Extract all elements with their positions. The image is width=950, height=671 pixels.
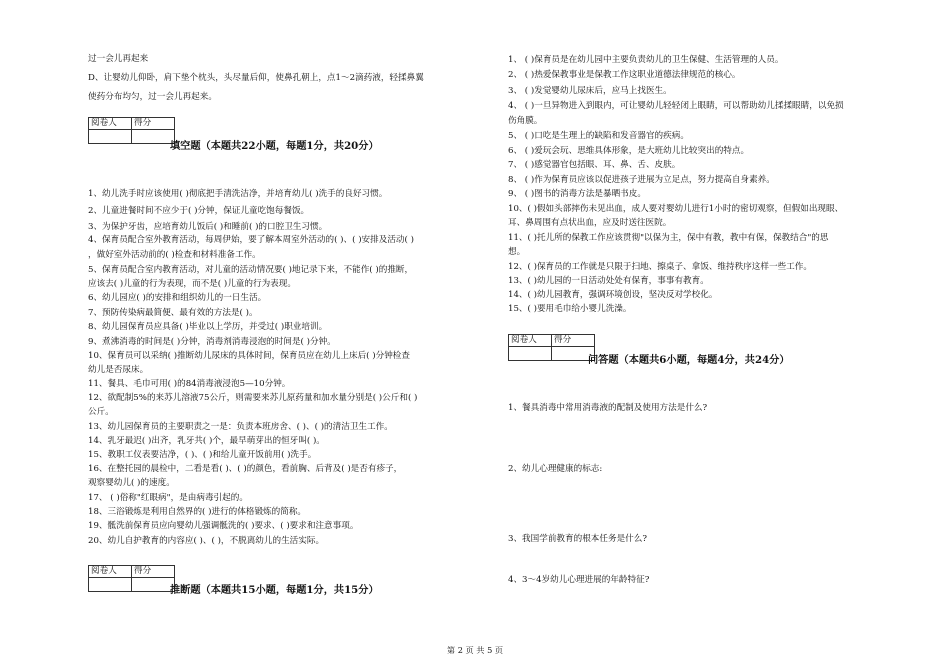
judge-line: 耳、鼻周围有点状出血，应及时送往医院。	[508, 218, 672, 228]
page-number: 第 2 页 共 5 页	[446, 645, 504, 655]
fill-line: 应该去( )儿童的行为表现，而不是( )儿童的行为表现。	[88, 279, 296, 289]
qa-question: 3、我国学前教育的根本任务是什么?	[508, 534, 647, 544]
fill-line: 9、煮沸消毒的时间是( )分钟，消毒剂消毒浸泡的时间是( )分钟。	[88, 337, 336, 347]
fill-line: 19、骶洗前保育员应向婴幼儿强调骶洗的( )要求、( )要求和注意事项。	[88, 521, 359, 531]
fill-line: 幼儿是否尿床。	[88, 365, 149, 375]
judge-line: 7、 ( )感觉器官包括眼、耳、鼻、舌、皮肤。	[508, 160, 681, 170]
fill-line: 1、幼儿洗手时应该使用( )彻底把手清洗洁净，并培育幼儿( )洗手的良好习惯。	[88, 189, 388, 199]
judge-line: 12、( )保育员的工作就是只限于扫地、擦桌子、拿饭、维持秩序这样一些工作。	[508, 262, 812, 272]
qa-question: 1、餐具消毒中常用消毒液的配制及使用方法是什么?	[508, 403, 708, 413]
intro-line: 过一会儿再起来	[88, 54, 149, 64]
fill-line: 4、保育员配合室外教育活动，每周伊始，要了解本周室外活动的( )、( )安排及活动( )	[88, 235, 414, 245]
qa-question: 4、3～4岁幼儿心理进展的年龄特征?	[508, 575, 650, 585]
judge-line: 14、( )幼儿园教育，强调环境创设，坚决反对学校化。	[508, 290, 718, 300]
fill-line: 3、为保护牙齿，应培育幼儿饭后( )和睡前( )的口腔卫生习惯。	[88, 222, 328, 232]
fill-line: 17、 ( )俗称"红眼病"，是由病毒引起的。	[88, 493, 248, 503]
judge-line: 伤角膜。	[508, 116, 543, 126]
judge-line: 13、( )幼儿园的一日活动处处有保育，事事有教育。	[508, 276, 709, 286]
judge-line: 想。	[508, 247, 526, 257]
score-label: 得分	[552, 335, 595, 347]
intro-line: D、让婴幼儿仰卧，肩下垫个枕头，头尽量后仰，使鼻孔朝上，点1～2滴药液，轻揉鼻翼	[88, 73, 424, 83]
fill-line: 20、幼儿自护教育的内容应( )、( )，不脱离幼儿的生活实际。	[88, 536, 325, 546]
fill-line: 16、在整托园的晨检中，二看是看( )、( )的颜色，看前胸、后背及( )是否有疹子，	[88, 464, 403, 474]
judge-line: 9、 ( )图书的消毒方法是暴晒书皮。	[508, 189, 646, 199]
fill-line: 公斤。	[88, 407, 114, 417]
judge-line: 10、( )假如头部摔伤未见出血，成人要对婴幼儿进行1小时的密切观察，但假如出现眼、	[508, 204, 844, 214]
qa-section-title: 问答题（本题共6小题，每题4分，共24分）	[588, 354, 790, 366]
judge-line: 5、 ( )口吃是生理上的缺陷和发音器官的疾病。	[508, 131, 689, 141]
fill-line: 观察婴幼儿( )的速度。	[88, 478, 175, 488]
judge-line: 1、 ( )保育员是在幼儿园中主要负责幼儿的卫生保健、生活管理的人员。	[508, 55, 784, 65]
judge-line: 15、( )要用毛巾给小婴儿洗澡。	[508, 304, 632, 314]
score-box-judge	[88, 565, 175, 592]
reviewer-label: 阅卷人	[509, 335, 552, 347]
judge-line: 4、 ( )一旦异物进入到眼内，可让婴幼儿轻轻闭上眼睛，可以帮助幼儿揉揉眼睛，以免损	[508, 101, 844, 111]
fill-line: 13、幼儿园保育员的主要职责之一是：负责本班房舍、( )、( )的清洁卫生工作。	[88, 422, 393, 432]
score-label: 得分	[132, 118, 175, 130]
fill-line: 8、幼儿园保育员应具备( )毕业以上学历，并受过( )职业培训。	[88, 322, 328, 332]
reviewer-label: 阅卷人	[89, 566, 132, 578]
judge-section-title: 推断题（本题共15小题，每题1分，共15分）	[170, 584, 379, 596]
judge-line: 2、 ( )热爱保教事业是保教工作这职业道德法律规范的核心。	[508, 70, 741, 80]
judge-line: 11、( )托儿所的保教工作应该贯彻"以保为主，保中有教，教中有保，保教结合"的思	[508, 233, 829, 243]
fill-line: ，做好室外活动前的( )检查和材料准备工作。	[88, 250, 261, 260]
qa-question: 2、幼儿心理健康的标志:	[508, 464, 603, 474]
intro-line: 使药分布均匀，过一会儿再起来。	[88, 92, 217, 102]
judge-line: 6、 ( )爱玩会玩、思维具体形象，是大班幼儿比较突出的特点。	[508, 146, 750, 156]
fill-line: 11、餐具、毛巾可用( )的84消毒液浸泡5—10分钟。	[88, 379, 291, 389]
fill-line: 15、教职工仪表要洁净，( )、( )和给儿童开饭前用( )洗手。	[88, 450, 317, 460]
fill-section-title: 填空题（本题共22小题，每题1分，共20分）	[170, 140, 379, 152]
fill-line: 5、保育员配合室内教育活动，对儿童的活动情况要( )地记录下来，不能作( )的推断，	[88, 265, 414, 275]
score-box-fill	[88, 117, 175, 144]
score-label: 得分	[132, 566, 175, 578]
fill-line: 2、儿童进餐时间不应少于( )分钟，保证儿童吃饱每餐饭。	[88, 206, 310, 216]
fill-line: 10、保育员可以采纳( )推断幼儿尿床的具体时间，保育员应在幼儿上床后( )分钟检查	[88, 351, 410, 361]
fill-line: 7、预防传染病最简便、最有效的方法是( )。	[88, 308, 258, 318]
fill-line: 12、欲配制5%的来苏儿溶液75公斤，则需要来苏儿原药量和加水量分别是( )公斤和( )	[88, 393, 418, 403]
fill-line: 18、三浴锻炼是利用自然界的( )进行的体格锻炼的简称。	[88, 507, 307, 517]
judge-line: 3、 ( )发觉婴幼儿尿床后，应马上找医生。	[508, 86, 672, 96]
reviewer-label: 阅卷人	[89, 118, 132, 130]
judge-line: 8、 ( )作为保育员应该以促进孩子进展为立足点，努力提高自身素养。	[508, 175, 775, 185]
fill-line: 6、幼儿园应( )的安排和组织幼儿的一日生活。	[88, 293, 267, 303]
fill-line: 14、乳牙最迟( )出齐，乳牙共( )个，最早萌芽出的恒牙叫( )。	[88, 436, 325, 446]
score-box-qa	[508, 334, 595, 361]
